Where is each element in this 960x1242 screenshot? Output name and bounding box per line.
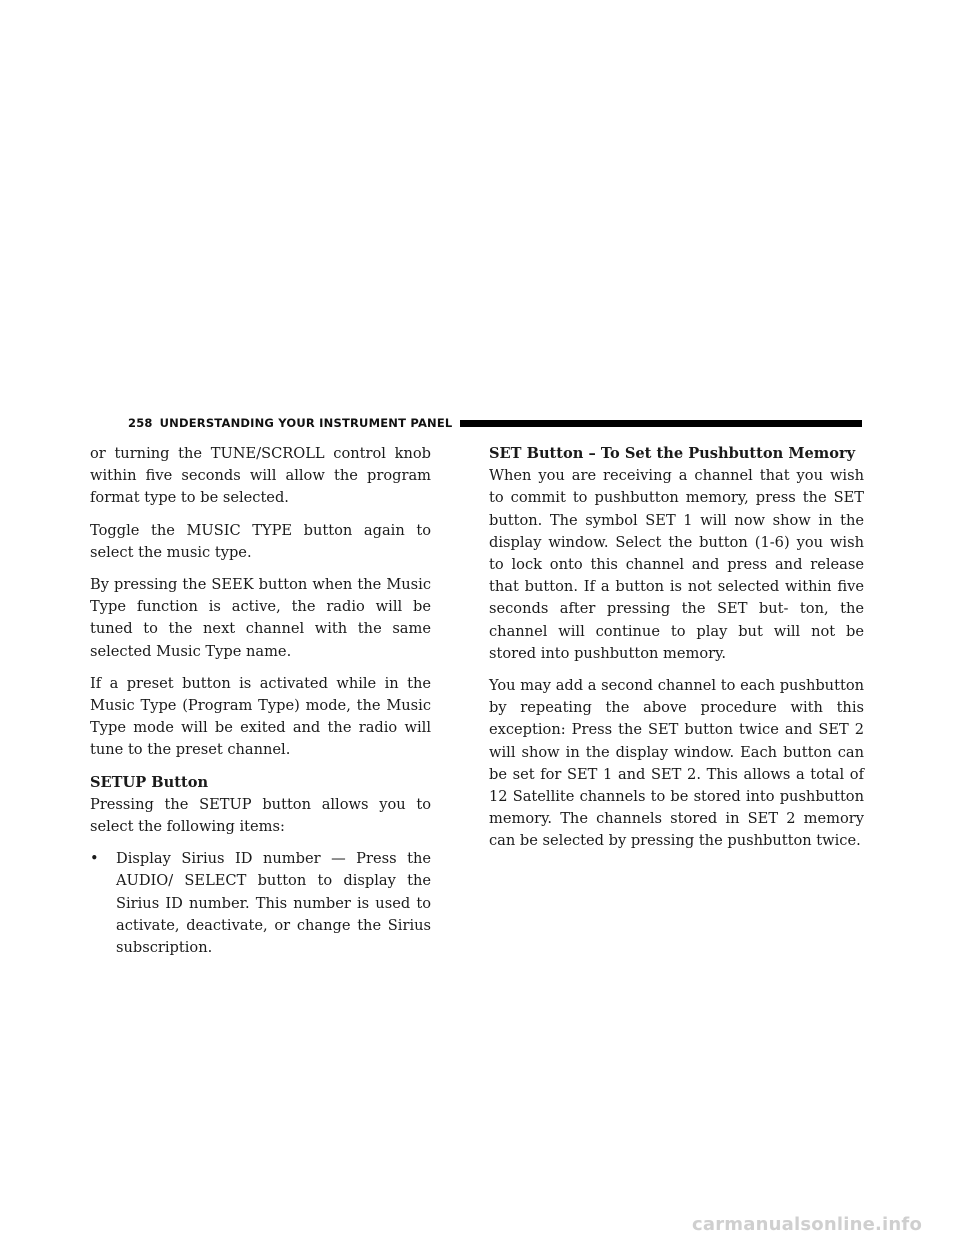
paragraph: You may add a second channel to each pushbutton by repeating the above procedure with this exception: Press the SET button twice and SET 2 will show in the display window. Each button can be set for SET 1 and SET 2. This allows a total of 12 Satellite channels to be stored into pushbutton memory. The channels stored in SET 2 memory can be selected by pressing the pushbutton twice. [489,677,864,850]
paragraph: When you are receiving a channel that you wish to commit to pushbutton memory, press the SET button. The symbol SET 1 will now show in the display window. Select the button (1-6) you wish to lock onto this channel and press and release that button. If a button is not selected within five seconds after pressing the SET but- ton, the channel will continue to play but will not be stored into pushbutton memory. [489,467,864,662]
paragraph: Pressing the SETUP button allows you to select the following items: [90,795,431,836]
page-number: 258 [128,416,153,430]
setup-heading: SETUP Button [90,773,209,791]
header-rule [460,420,862,427]
watermark: carmanualsonline.info [692,1214,923,1235]
page-header [128,417,862,429]
section-title: UNDERSTANDING YOUR INSTRUMENT PANEL [159,416,453,430]
list-item-text: Display Sirius ID number — Press the AUDIO/ SELECT button to display the Sirius ID number. This number is used to activate, deactivate, or change the Sirius subscription. [116,850,431,957]
paragraph: By pressing the SEEK button when the Music Type function is active, the radio will be tuned to the next channel with the same selected Music Type name. [90,576,431,660]
bullet-list [90,848,431,959]
bullet-icon: • [90,850,99,868]
left-column [90,443,431,959]
right-column [489,443,864,863]
paragraph: Toggle the MUSIC TYPE button again to select the music type. [90,521,431,561]
paragraph: If a preset button is activated while in the Music Type (Program Type) mode, the Music Type mode will be exited and the radio will tune to the preset channel. [90,674,431,759]
paragraph: or turning the TUNE/SCROLL control knob within five seconds will allow the program format type to be selected. [90,445,431,507]
list-item [90,848,431,959]
set-heading: SET Button – To Set the Pushbutton Memory [489,445,856,462]
